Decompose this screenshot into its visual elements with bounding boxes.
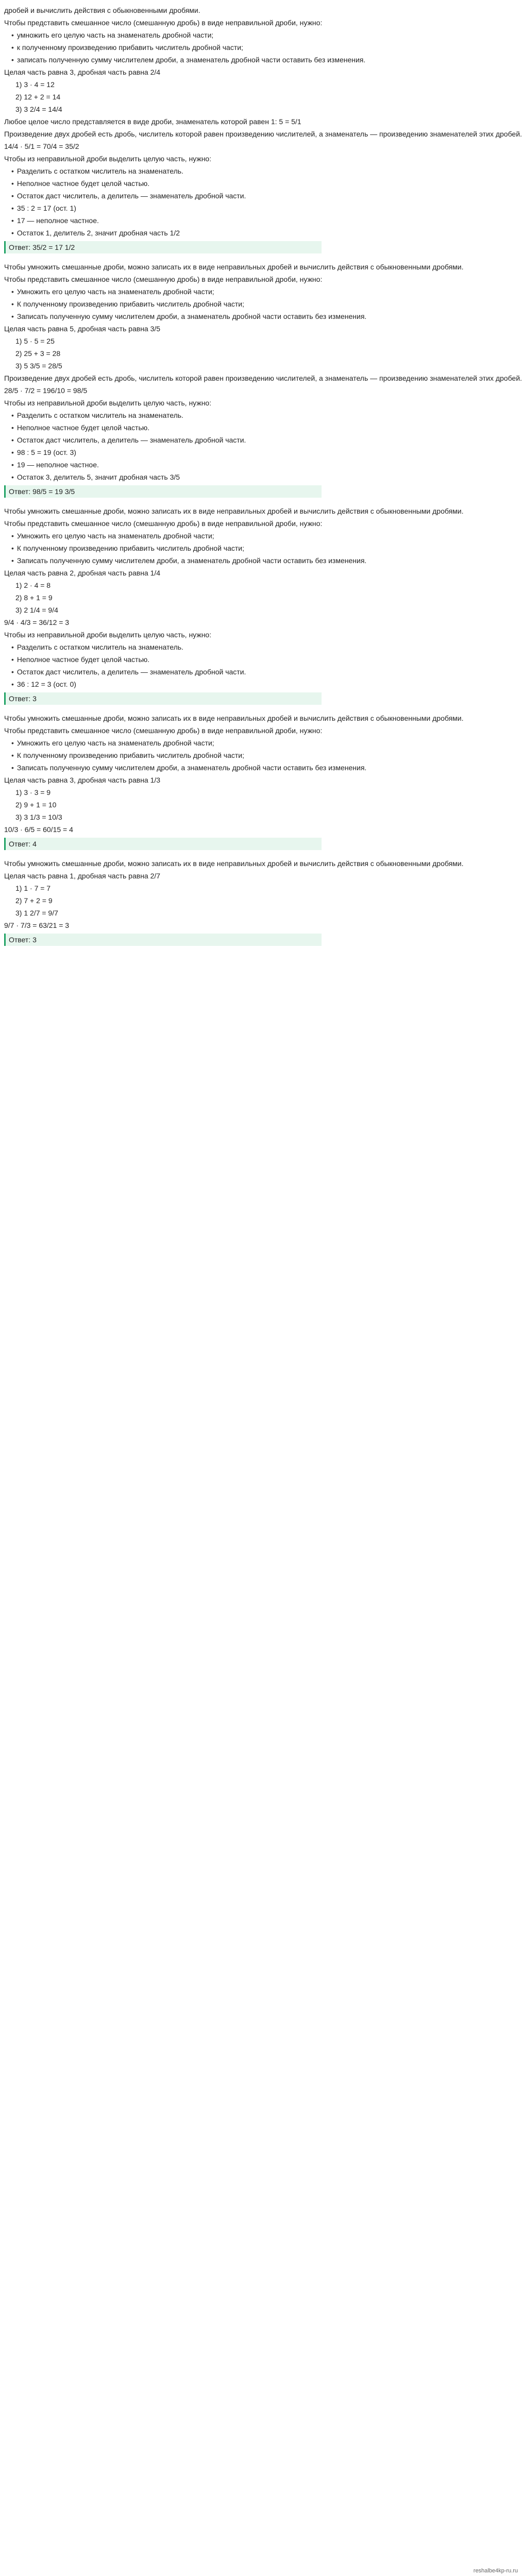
text-line: • Записать полученную сумму числителем дроби, а знаменатель дробной части оставить без изменения. — [4, 762, 322, 773]
text-line: • К полученному произведению прибавить числитель дробной части; — [4, 543, 322, 553]
text-line: • 35 : 2 = 17 (ост. 1) — [4, 203, 322, 213]
text-line: 3) 5 3/5 = 28/5 — [15, 362, 62, 370]
text-line: • Неполное частное будет целой частью. — [4, 422, 322, 433]
text-line: • 98 : 5 = 19 (ост. 3) — [4, 447, 322, 457]
answer-line: Ответ: 98/5 = 19 3/5 — [4, 485, 322, 498]
text-line: • К полученному произведению прибавить числитель дробной части; — [4, 750, 322, 760]
text-line: • Неполное частное будет целой частью. — [4, 654, 322, 665]
text-line: Произведение двух дробей есть дробь, числитель которой равен произведению числителей, а знаменатель — произведению знаменателей этих дробей. — [4, 130, 522, 138]
text-line: • Остаток 3, делитель 5, значит дробная часть 3/5 — [4, 472, 322, 482]
text-line: • Разделить с остатком числитель на знаменатель. — [4, 410, 322, 420]
text-line: • к полученному произведению прибавить числитель дробной части; — [4, 42, 322, 53]
text-line: • Остаток 1, делитель 2, значит дробная часть 1/2 — [4, 228, 322, 238]
solution-section — [4, 713, 464, 850]
text-line: • записать полученную сумму числителем дроби, а знаменатель дробной части оставить без изменения. — [4, 55, 322, 65]
answer-line: Ответ: 3 — [4, 934, 322, 946]
text-line: • 19 — неполное частное. — [4, 460, 322, 470]
text-line: Чтобы из неправильной дроби выделить целую часть, нужно: — [4, 399, 212, 407]
text-line: 2) 9 + 1 = 10 — [15, 801, 57, 809]
text-line: Чтобы представить смешанное число (смешанную дробь) в виде неправильной дроби, нужно: — [4, 726, 323, 735]
text-line: • Записать полученную сумму числителем дроби, а знаменатель дробной части оставить без изменения. — [4, 555, 322, 566]
document — [0, 0, 522, 946]
text-line: • Умножить его целую часть на знаменатель дробной части; — [4, 738, 322, 748]
text-line: 1) 1 · 7 = 7 — [15, 884, 51, 892]
text-line: • 36 : 12 = 3 (ост. 0) — [4, 679, 322, 689]
text-line: • Разделить с остатком числитель на знаменатель. — [4, 642, 322, 652]
text-line: Чтобы из неправильной дроби выделить целую часть, нужно: — [4, 631, 212, 639]
solution-section — [4, 506, 464, 705]
solution-section — [4, 858, 464, 946]
text-line: • Разделить с остатком числитель на знаменатель. — [4, 166, 322, 176]
text-line: 1) 3 · 4 = 12 — [15, 80, 55, 89]
text-line: 2) 7 + 2 = 9 — [15, 896, 53, 905]
text-line: • К полученному произведению прибавить числитель дробной части; — [4, 299, 322, 309]
text-line: 1) 3 · 3 = 9 — [15, 788, 51, 796]
text-line: 1) 2 · 4 = 8 — [15, 581, 51, 589]
text-line: Целая часть равна 3, дробная часть равна 1/3 — [4, 776, 161, 784]
text-line: • Остаток даст числитель, а делитель — знаменатель дробной части. — [4, 191, 322, 201]
text-line: 10/3 · 6/5 = 60/15 = 4 — [4, 825, 73, 834]
text-line: • Неполное частное будет целой частью. — [4, 178, 322, 189]
answer-line: Ответ: 4 — [4, 838, 322, 850]
text-line: • Умножить его целую часть на знаменатель дробной части; — [4, 286, 322, 297]
text-line: 3) 3 2/4 = 14/4 — [15, 105, 62, 113]
text-line: • Умножить его целую часть на знаменатель дробной части; — [4, 531, 322, 541]
text-line: Чтобы умножить смешанные дроби, можно записать их в виде неправильных дробей и вычислить действия с обыкновенными дробями. — [4, 507, 464, 515]
text-line: 3) 2 1/4 = 9/4 — [15, 606, 58, 614]
text-line: Произведение двух дробей есть дробь, числитель которой равен произведению числителей, а знаменатель — произведению знаменателей этих дробей. — [4, 374, 522, 382]
text-line: Чтобы представить смешанное число (смешанную дробь) в виде неправильной дроби, нужно: — [4, 275, 323, 283]
answer-line: Ответ: 3 — [4, 692, 322, 705]
text-line: Чтобы умножить смешанные дроби, можно записать их в виде неправильных дробей и вычислить действия с обыкновенными дробями. — [4, 263, 464, 271]
text-line: • умножить его целую часть на знаменатель дробной части; — [4, 30, 322, 40]
text-line: 2) 25 + 3 = 28 — [15, 349, 61, 358]
solution-section — [4, 262, 522, 498]
text-line: Чтобы умножить смешанные дроби, можно записать их в виде неправильных дробей и вычислить действия с обыкновенными дробями. — [4, 714, 464, 722]
text-line: • Записать полученную сумму числителем дроби, а знаменатель дробной части оставить без изменения. — [4, 311, 322, 321]
answer-line: Ответ: 35/2 = 17 1/2 — [4, 241, 322, 253]
text-line: 9/7 · 7/3 = 63/21 = 3 — [4, 921, 70, 929]
text-line: Целая часть равна 5, дробная часть равна 3/5 — [4, 325, 161, 333]
text-line: 3) 3 1/3 = 10/3 — [15, 813, 62, 821]
footer-watermark: reshalbe4kp-ru.ru — [473, 2568, 518, 2574]
text-line: дробей и вычислить действия с обыкновенными дробями. — [4, 6, 200, 14]
text-line: 1) 5 · 5 = 25 — [15, 337, 55, 345]
text-line: Чтобы представить смешанное число (смешанную дробь) в виде неправильной дроби, нужно: — [4, 519, 323, 528]
text-line: Чтобы умножить смешанные дроби, можно записать их в виде неправильных дробей и вычислить действия с обыкновенными дробями. — [4, 859, 464, 868]
text-line: 3) 1 2/7 = 9/7 — [15, 909, 58, 917]
text-line: 28/5 · 7/2 = 196/10 = 98/5 — [4, 386, 88, 395]
text-line: Чтобы из неправильной дроби выделить целую часть, нужно: — [4, 155, 212, 163]
text-line: • Остаток даст числитель, а делитель — знаменатель дробной части. — [4, 435, 322, 445]
text-line: 14/4 · 5/1 = 70/4 = 35/2 — [4, 142, 79, 150]
text-line: Целая часть равна 3, дробная часть равна 2/4 — [4, 68, 161, 76]
text-line: Целая часть равна 2, дробная часть равна 1/4 — [4, 569, 161, 577]
text-line: Любое целое число представляется в виде дроби, знаменатель которой равен 1: 5 = 5/1 — [4, 117, 301, 126]
text-line: 9/4 · 4/3 = 36/12 = 3 — [4, 618, 70, 626]
text-line: Чтобы представить смешанное число (смешанную дробь) в виде неправильной дроби, нужно: — [4, 19, 323, 27]
text-line: 2) 8 + 1 = 9 — [15, 594, 53, 602]
text-line: Целая часть равна 1, дробная часть равна 2/7 — [4, 872, 161, 880]
solution-section — [4, 5, 522, 253]
text-line: • 17 — неполное частное. — [4, 215, 322, 226]
text-line: 2) 12 + 2 = 14 — [15, 93, 61, 101]
text-line: • Остаток даст числитель, а делитель — знаменатель дробной части. — [4, 667, 322, 677]
